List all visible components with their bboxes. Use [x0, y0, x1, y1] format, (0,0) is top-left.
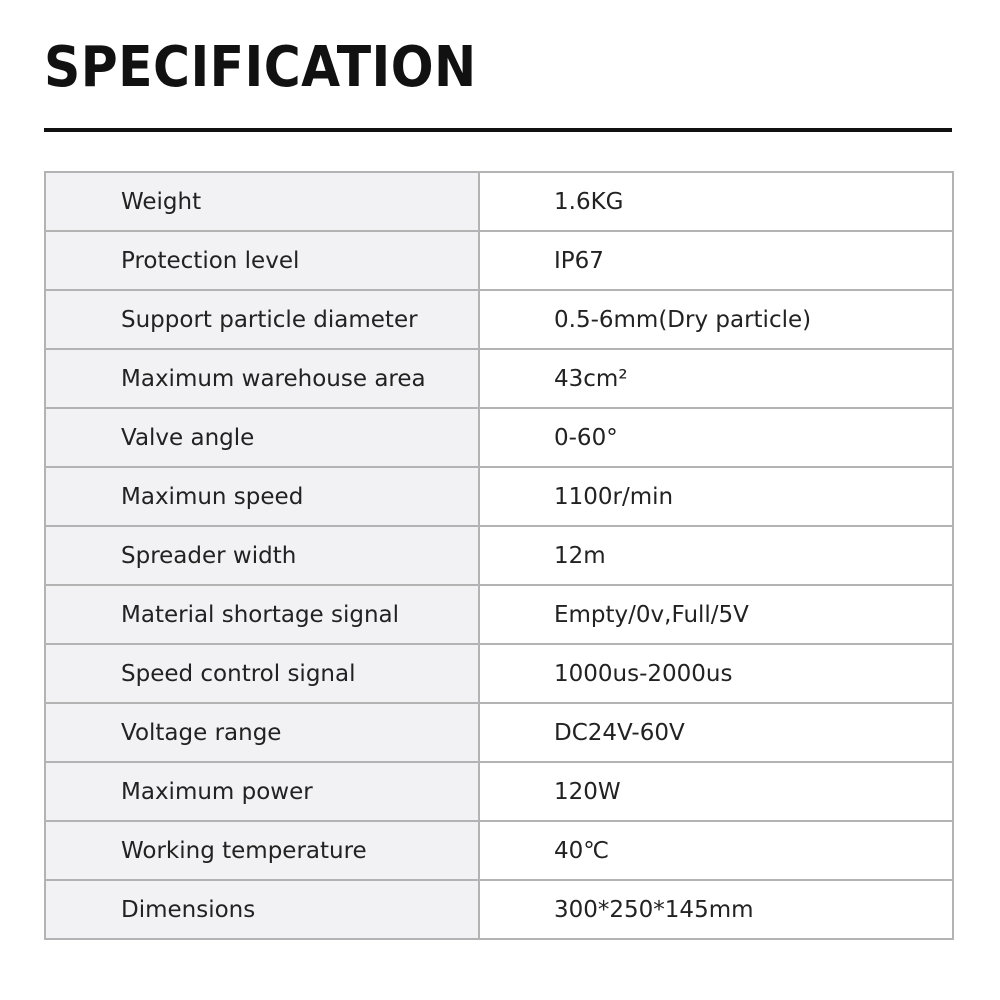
table-row: [45, 762, 953, 821]
spec-value-shortage-signal: Empty/0v,Full/5V: [479, 585, 953, 644]
table-row: [45, 231, 953, 290]
spec-label-valve-angle: Valve angle: [45, 408, 479, 467]
spec-label-max-speed: Maximun speed: [45, 467, 479, 526]
table-row: [45, 526, 953, 585]
table-row: [45, 880, 953, 939]
table-row: [45, 703, 953, 762]
table-row: [45, 644, 953, 703]
spec-label-speed-control-signal: Speed control signal: [45, 644, 479, 703]
spec-label-dimensions: Dimensions: [45, 880, 479, 939]
spec-value-working-temperature: 40℃: [479, 821, 953, 880]
table-row: [45, 821, 953, 880]
spec-value-dimensions: 300*250*145mm: [479, 880, 953, 939]
table-row: [45, 349, 953, 408]
spec-label-particle-diameter: Support particle diameter: [45, 290, 479, 349]
spec-value-max-speed: 1100r/min: [479, 467, 953, 526]
spec-label-working-temperature: Working temperature: [45, 821, 479, 880]
spec-label-warehouse-area: Maximum warehouse area: [45, 349, 479, 408]
spec-value-weight: 1.6KG: [479, 172, 953, 231]
spec-value-protection-level: IP67: [479, 231, 953, 290]
spec-value-warehouse-area: 43cm²: [479, 349, 953, 408]
spec-label-spreader-width: Spreader width: [45, 526, 479, 585]
spec-label-shortage-signal: Material shortage signal: [45, 585, 479, 644]
spec-label-weight: Weight: [45, 172, 479, 231]
page-title: SPECIFICATION: [44, 35, 477, 100]
spec-value-valve-angle: 0-60°: [479, 408, 953, 467]
title-divider: [44, 128, 952, 132]
spec-label-voltage-range: Voltage range: [45, 703, 479, 762]
spec-value-max-power: 120W: [479, 762, 953, 821]
spec-label-protection-level: Protection level: [45, 231, 479, 290]
specification-table: [44, 171, 954, 940]
table-row: [45, 172, 953, 231]
spec-value-particle-diameter: 0.5-6mm(Dry particle): [479, 290, 953, 349]
table-row: [45, 467, 953, 526]
table-row: [45, 290, 953, 349]
table-row: [45, 585, 953, 644]
spec-label-max-power: Maximum power: [45, 762, 479, 821]
spec-value-spreader-width: 12m: [479, 526, 953, 585]
spec-value-voltage-range: DC24V-60V: [479, 703, 953, 762]
table-row: [45, 408, 953, 467]
spec-value-speed-control-signal: 1000us-2000us: [479, 644, 953, 703]
